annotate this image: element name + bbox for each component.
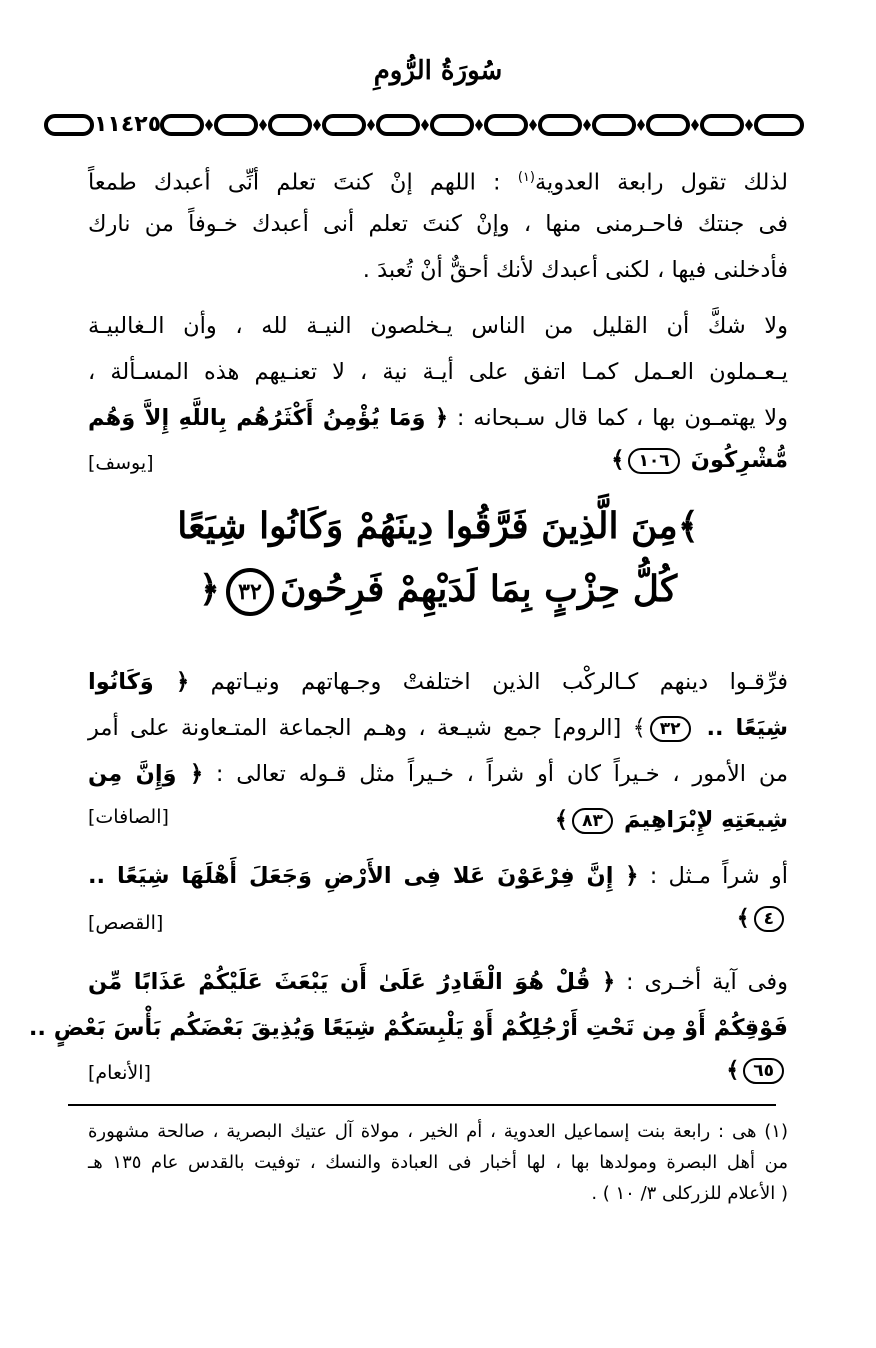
surah-title: سُورَةُ الرُّومِ <box>373 56 503 86</box>
ayah-number-circle: ٣٢ <box>226 568 274 616</box>
surah-reference: [يوسف] <box>88 452 154 474</box>
quran-quote: ﴿ إِنَّ فِرْعَوْنَ عَلا فِى الأَرْضِ وَجَعَلَ أَهْلَهَا شِيَعًا .. <box>88 863 639 889</box>
quran-quote: ﴿ قُلْ هُوَ الْقَادِرُ عَلَىٰ أَن يَبْعَثَ عَلَيْكُمْ عَذَابًا مِّن <box>88 969 616 995</box>
paragraph-line: شِيعَتِهِ لإِبْرَاهِيمَ ٨٣﴾ <box>554 807 788 833</box>
paragraph-line: أو شراً مـثل : ﴿ إِنَّ فِرْعَوْنَ عَلا فِى الأَرْضِ وَجَعَلَ أَهْلَهَا شِيَعًا .. <box>88 863 788 889</box>
paragraph-line: مُّشْرِكُونَ ١٠٦﴾ <box>611 447 788 473</box>
footnote-separator <box>68 1104 776 1106</box>
quran-quote: شِيعَتِهِ لإِبْرَاهِيمَ <box>623 807 788 833</box>
paragraph-line: وفى آية أخـرى : ﴿ قُلْ هُوَ الْقَادِرُ عَلَىٰ أَن يَبْعَثَ عَلَيْكُمْ عَذَابًا مِّن <box>88 969 788 995</box>
verse-number-badge: ٨٣ <box>572 808 613 834</box>
verse-number-badge: ٣٢ <box>650 716 691 742</box>
paragraph-line: شِيَعًا .. ٣٢﴾ [الروم] جمع شيـعة ، وهـم الجماعة المتـعاونة على أمر <box>88 715 788 741</box>
footnote-line: (١) هى : رابعة بنت إسماعيل العدوية ، أم الخير ، مولاة آل عتيك البصرية ، صالحة مشهورة <box>88 1121 788 1142</box>
verse-end-marker: ٤﴾ <box>737 906 788 932</box>
quran-quote: ﴿ وَإِنَّ مِن <box>88 761 204 787</box>
surah-reference: [الأنعام] <box>88 1062 151 1084</box>
paragraph-line: فرِّقـوا دينهم كـالركْب الذين اختلفتْ وجـهاتهم ونيـاتهم ﴿ وَكَانُوا <box>88 669 788 695</box>
paragraph-line: من الأمور ، خـيراً كان أو شراً ، خـيراً مثل قـوله تعالى : ﴿ وَإِنَّ مِن <box>88 761 788 787</box>
quran-quote: ﴿ وَمَا يُؤْمِنُ أَكْثَرُهُم بِاللَّهِ إِلاَّ وَهُم <box>88 405 449 431</box>
paragraph-line: ولا شكَّ أن القليل من الناس يـخلصون النيـة لله ، وأن الـغالبيـة <box>88 313 788 339</box>
paragraph-line: يـعـملون العـمل كمـا اتفق على أيـة نية ، لا تعنـيهم هذه المسـألة ، <box>88 359 788 385</box>
verse-number-badge: ٤ <box>754 906 784 932</box>
footnote-line: ( الأعلام للزركلى ٣/ ١٠ ) . <box>591 1183 788 1204</box>
paragraph-line: فى جنتك فاحـرمنى منها ، وإنْ كنتَ تعلم أنى أعبدك خـوفاً من نارك <box>88 211 788 237</box>
paragraph-line: فأدخلنى فيها ، لكنى أعبدك لأنك أحقٌّ أنْ تُعبدَ . <box>362 257 788 283</box>
surah-reference: [القصص] <box>88 912 164 934</box>
paragraph-line: ولا يهتمـون بها ، كما قال سـبحانه : ﴿ وَمَا يُؤْمِنُ أَكْثَرُهُم بِاللَّهِ إِلاَّ وَهُم <box>88 405 788 431</box>
footnote-line: من أهل البصرة ومولدها بها ، لها أخبار فى العبادة والنسك ، توفيت بالقدس عام ١٣٥ هـ <box>88 1152 788 1173</box>
surah-reference: [الصافات] <box>88 806 169 828</box>
page-number: ١١٤٢٥ <box>94 112 162 137</box>
verse-number-badge: ٦٥ <box>743 1058 784 1084</box>
quran-quote: مُّشْرِكُونَ <box>690 447 788 473</box>
featured-ayah-line-2: كُلُّ حِزْبٍ بِمَا لَدَيْهِمْ فَرِحُونَ٣٢﴿ <box>0 568 876 616</box>
verse-number-badge: ١٠٦ <box>628 448 679 474</box>
paragraph-line: فَوْقِكُمْ أَوْ مِن تَحْتِ أَرْجُلِكُمْ أَوْ يَلْبِسَكُمْ شِيَعًا وَيُذِيقَ بَعْضَكُم بَأْسَ بَعْضٍ .. <box>28 1015 788 1041</box>
featured-ayah-line-1: ﴾مِنَ الَّذِينَ فَرَّقُوا دِينَهُمْ وَكَانُوا شِيَعًا <box>177 505 699 547</box>
paragraph-line: لذلك تقول رابعة العدوية$^{(١)}$ : اللهم إنْ كنتَ تعلم أنِّى أعبدك طمعاً <box>88 169 788 196</box>
quran-quote: ﴿ وَكَانُوا <box>88 669 190 695</box>
footnote-marker: (١) <box>517 170 535 185</box>
verse-end-marker: ٦٥﴾ <box>726 1058 788 1084</box>
